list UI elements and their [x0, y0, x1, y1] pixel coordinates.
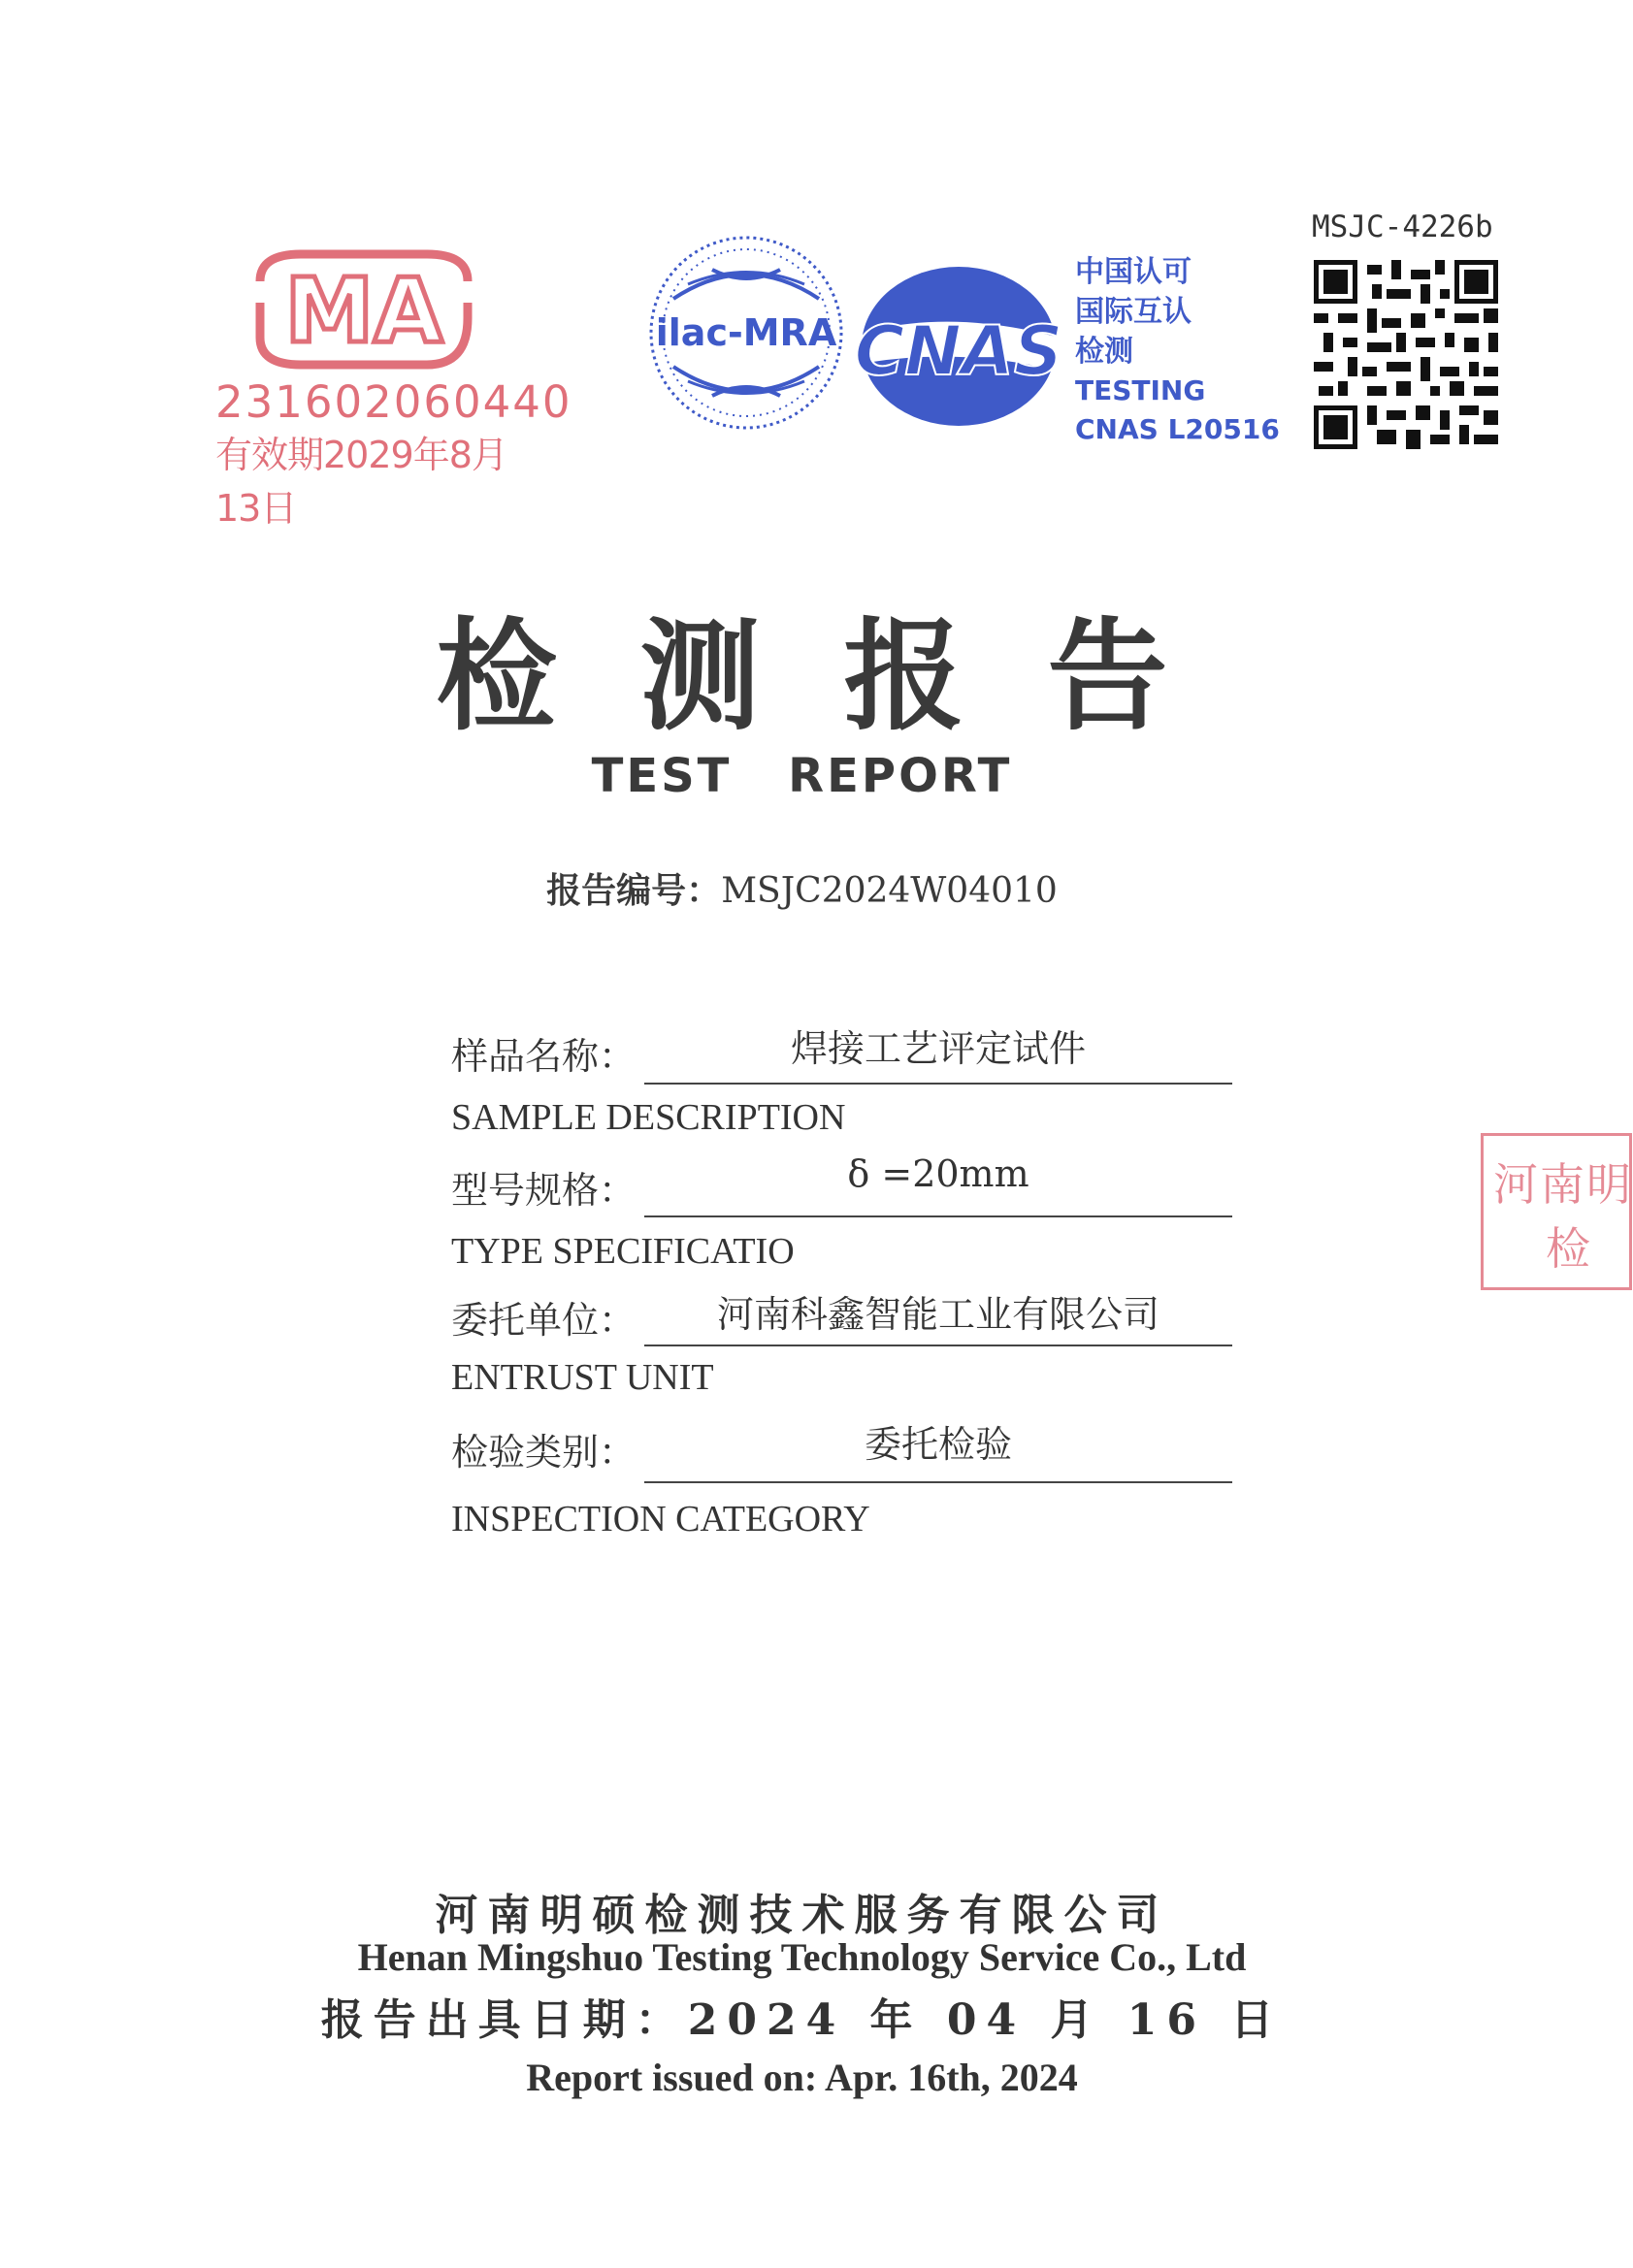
cma-certificate-number: 231602060440	[215, 376, 572, 428]
title-english: TEST REPORT	[591, 749, 1013, 803]
cnas-line-1: 中国认可	[1075, 255, 1192, 289]
type-specification-label: TYPE SPECIFICATIO	[451, 1231, 795, 1272]
report-number-value: MSJC2024W04010	[721, 871, 1058, 911]
cnas-line-5: CNAS L20516	[1075, 413, 1280, 445]
company-name-english: Henan Mingshuo Testing Technology Service Co., Ltd	[357, 1935, 1247, 1979]
issue-date-english: Report issued on: Apr. 16th, 2024	[526, 2056, 1078, 2099]
type-spec-underline	[644, 1215, 1232, 1217]
entrust-unit-value: 河南科鑫智能工业有限公司	[716, 1293, 1159, 1336]
entrust-unit-en-label: ENTRUST UNIT	[451, 1357, 714, 1398]
entrust-unit-underline	[644, 1345, 1232, 1346]
report-number	[0, 863, 1604, 913]
sample-description-label: SAMPLE DESCRIPTION	[451, 1097, 846, 1138]
company-name-chinese: 河南明硕检测技术服务有限公司	[435, 1891, 1169, 1940]
sample-name-value: 焊接工艺评定试件	[790, 1027, 1086, 1070]
cma-validity-date: 有效期2029年8月13日	[215, 434, 507, 530]
cma-logo-text: MA	[284, 259, 443, 363]
type-spec-value: δ =20mm	[847, 1152, 1029, 1195]
company-seal-partial	[1481, 1133, 1632, 1290]
cma-logo-icon	[243, 246, 485, 373]
seal-line-1: 河南明	[1493, 1158, 1633, 1211]
qr-code-label: MSJC-4226b	[1312, 210, 1493, 244]
ilac-mra-text: ilac-MRA	[655, 311, 837, 354]
inspection-category-label: 检验类别：	[451, 1431, 637, 1474]
cnas-logo-text: CNAS	[854, 311, 1063, 391]
sample-name-label: 样品名称：	[451, 1035, 637, 1078]
cnas-line-4: TESTING	[1075, 374, 1206, 406]
title-chinese: 检测报告	[436, 606, 1252, 747]
inspection-category-underline	[644, 1481, 1232, 1483]
issue-date-chinese: 报告出具日期：2024 年 04 月 16 日	[320, 1995, 1284, 2045]
report-number-label: 报告编号：	[546, 870, 722, 911]
sample-name-underline	[644, 1083, 1232, 1085]
cnas-logo-icon	[844, 254, 1067, 438]
cma-stamp	[215, 239, 572, 530]
qr-code-icon	[1314, 260, 1498, 449]
cnas-accreditation-text	[1075, 252, 1280, 449]
inspection-category-en-label: INSPECTION CATEGORY	[451, 1499, 870, 1539]
cnas-line-3: 检测	[1075, 335, 1133, 369]
entrust-unit-label: 委托单位：	[451, 1299, 637, 1342]
inspection-category-value: 委托检验	[864, 1423, 1012, 1466]
ilac-mra-logo-icon	[644, 231, 848, 435]
type-spec-label: 型号规格：	[451, 1169, 637, 1212]
seal-line-2: 检	[1546, 1222, 1590, 1275]
cnas-line-2: 国际互认	[1075, 295, 1192, 329]
